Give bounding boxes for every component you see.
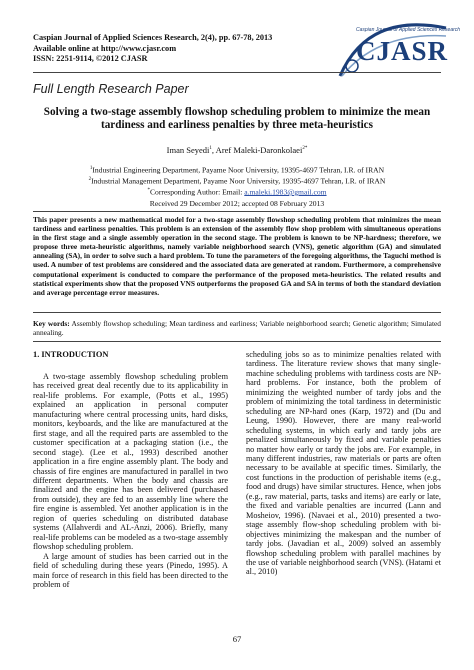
keywords	[33, 319, 441, 337]
corr-sup: *	[147, 187, 150, 193]
journal-issn: ISSN: 2251-9114, ©2012 CJASR	[33, 54, 148, 63]
journal-header	[33, 33, 323, 65]
paper-title: Solving a two-stage assembly flowshop scheduling problem to minimize the mean tardiness and earliness penalties by three meta-heuristics	[43, 106, 431, 131]
paper-type: Full Length Research Paper	[33, 82, 189, 96]
received-dates: Received 29 December 2012; accepted 08 February 2013	[149, 199, 325, 208]
journal-citation: Caspian Journal of Applied Sciences Research, 2(4), pp. 67-78, 2013	[33, 33, 273, 42]
author-1: Iman Seyedi	[166, 145, 210, 155]
right-column	[246, 350, 441, 577]
intro-paragraph-2: A large amount of studies has been carried out in the field of scheduling during these years (Pinedo, 1995). A main force of research in this field has been directed to the problem of	[33, 551, 228, 589]
logo-caption: Caspian Journal of Applied Sciences Research	[356, 27, 461, 33]
abstract: This paper presents a new mathematical model for a two-stage assembly flowshop scheduling problem that minimizes the mean tardiness and earliness penalties. This problem is an extension of the assembly flow shop problem with simultaneous operations in the first stage and a single assembly operation in the second stage. The problem is known to be NP-hardness; therefore, we propose three meta-heuristic algorithms, namely variable neighborhood search (VNS), genetic algorithm (GA) and simulated annealing (SA), in order to solve such a hard problem. To tune the parameters of the foregoing algorithms, the Taguchi method is used. A number of test problems are considered and the associated data are generated at random. Furthermore, a comprehensive computational experiment is conducted to compare the performance of the proposed meta-heuristics. The related results and statistical experiments show that the proposed VNS outperforms the proposed GA and SA in terms of both the standard deviation and average percentage error measures.	[33, 215, 441, 297]
author-2-sup: 2*	[302, 146, 308, 152]
intro-paragraph-3: scheduling jobs so as to minimize penalties related with tardiness. The literature review shows that many single-machine scheduling problems with tardiness costs are NP-hard problems. For instance, both the problem of minimizing the weighted number of tardy jobs and the problem of minimizing the total tardiness in deterministic scheduling are NP-hard ones (Karp, 1972) and (Du and Leung, 1990). However, there are many real-world scheduling systems, in which early and tardy jobs are penalized simultaneously by fixed and variable penalties no matter how early or tardy the jobs are. For example, in many different industries, raw materials or parts are often necessary to be available at specific times. Similarly, the cost functions in the production of perishable items (e.g., food and drugs) have similar structures. Hence, when jobs (e.g., raw material, parts, tasks and items) are early or late, the fixed and variable penalties are incurred (Lann and Mosheiov, 1996). (Navaei et al., 2010) presented a two-stage assembly flow-shop scheduling problem with bi-objectives minimizing the makespan and the number of tardy jobs. (Javadian et al., 2009) solved an assembly flowshop scheduling problem with parallel machines by the use of variable neighborhood search (VNS). (Hatami et al., 2010)	[246, 350, 441, 577]
author-email-link[interactable]: a.maleki.1983@gmail.com	[244, 187, 327, 197]
abstract-bottom-rule	[33, 312, 441, 313]
keywords-bottom-rule	[33, 341, 441, 342]
affiliation-1: Industrial Engineering Department, Payame Noor University, 19395-4697 Tehran, I.R. of IRAN	[92, 165, 385, 175]
page-number: 67	[232, 634, 242, 644]
abstract-top-rule	[33, 211, 441, 212]
author-1-sup: 1	[209, 146, 212, 152]
section-heading: 1. INTRODUCTION	[33, 350, 109, 359]
keywords-label: Key words:	[33, 319, 70, 328]
affiliations	[33, 164, 441, 197]
journal-url: Available online at http://www.cjasr.com	[33, 43, 177, 53]
affiliation-2: Industrial Management Department, Payame Noor University, 19395-4697 Tehran, I.R. of IRAN	[91, 176, 386, 186]
author-2: , Aref Maleki-Daronkolaei	[211, 145, 303, 155]
author-line	[33, 145, 441, 155]
keywords-text: Assembly flowshop scheduling; Mean tardiness and earliness; Variable neighborhood search; Genetic algorithm; Simulated annealing.	[33, 319, 441, 338]
left-column	[33, 350, 228, 589]
corresponding-author: Corresponding Author: Email:	[149, 187, 245, 197]
header-divider	[33, 72, 441, 73]
logo-mark: CJASR	[356, 36, 449, 66]
intro-paragraph-1: A two-stage assembly flowshop scheduling problem has received great deal recently due to its applicability in real-life problems. For example, (Potts et al., 1995) explained an application in personal computer manufacturing where central processing units, hard disks, monitors, keyboards, and the like are manufactured at the first stage, and all the required parts are assembled to the customer specification at a packaging station (i.e., the second stage). (Lee et al., 1993) described another application in a fire engine assembly plant. The body and chassis of fire engines are manufactured in parallel in two different departments. When the body and chassis are finalized and the engine has been delivered (purchased from outside), they are fed to an assembly line where the fire engine is assembled. Yet another application is in the region of queries scheduling on distributed database systems (Allahverdi and AL-Anzi, 2006). Briefly, many real-life problems can be modeled as a two-stage assembly flowshop scheduling problem.	[33, 372, 228, 552]
aff1-sup: 1	[89, 166, 93, 171]
aff2-sup: 2	[88, 176, 92, 182]
